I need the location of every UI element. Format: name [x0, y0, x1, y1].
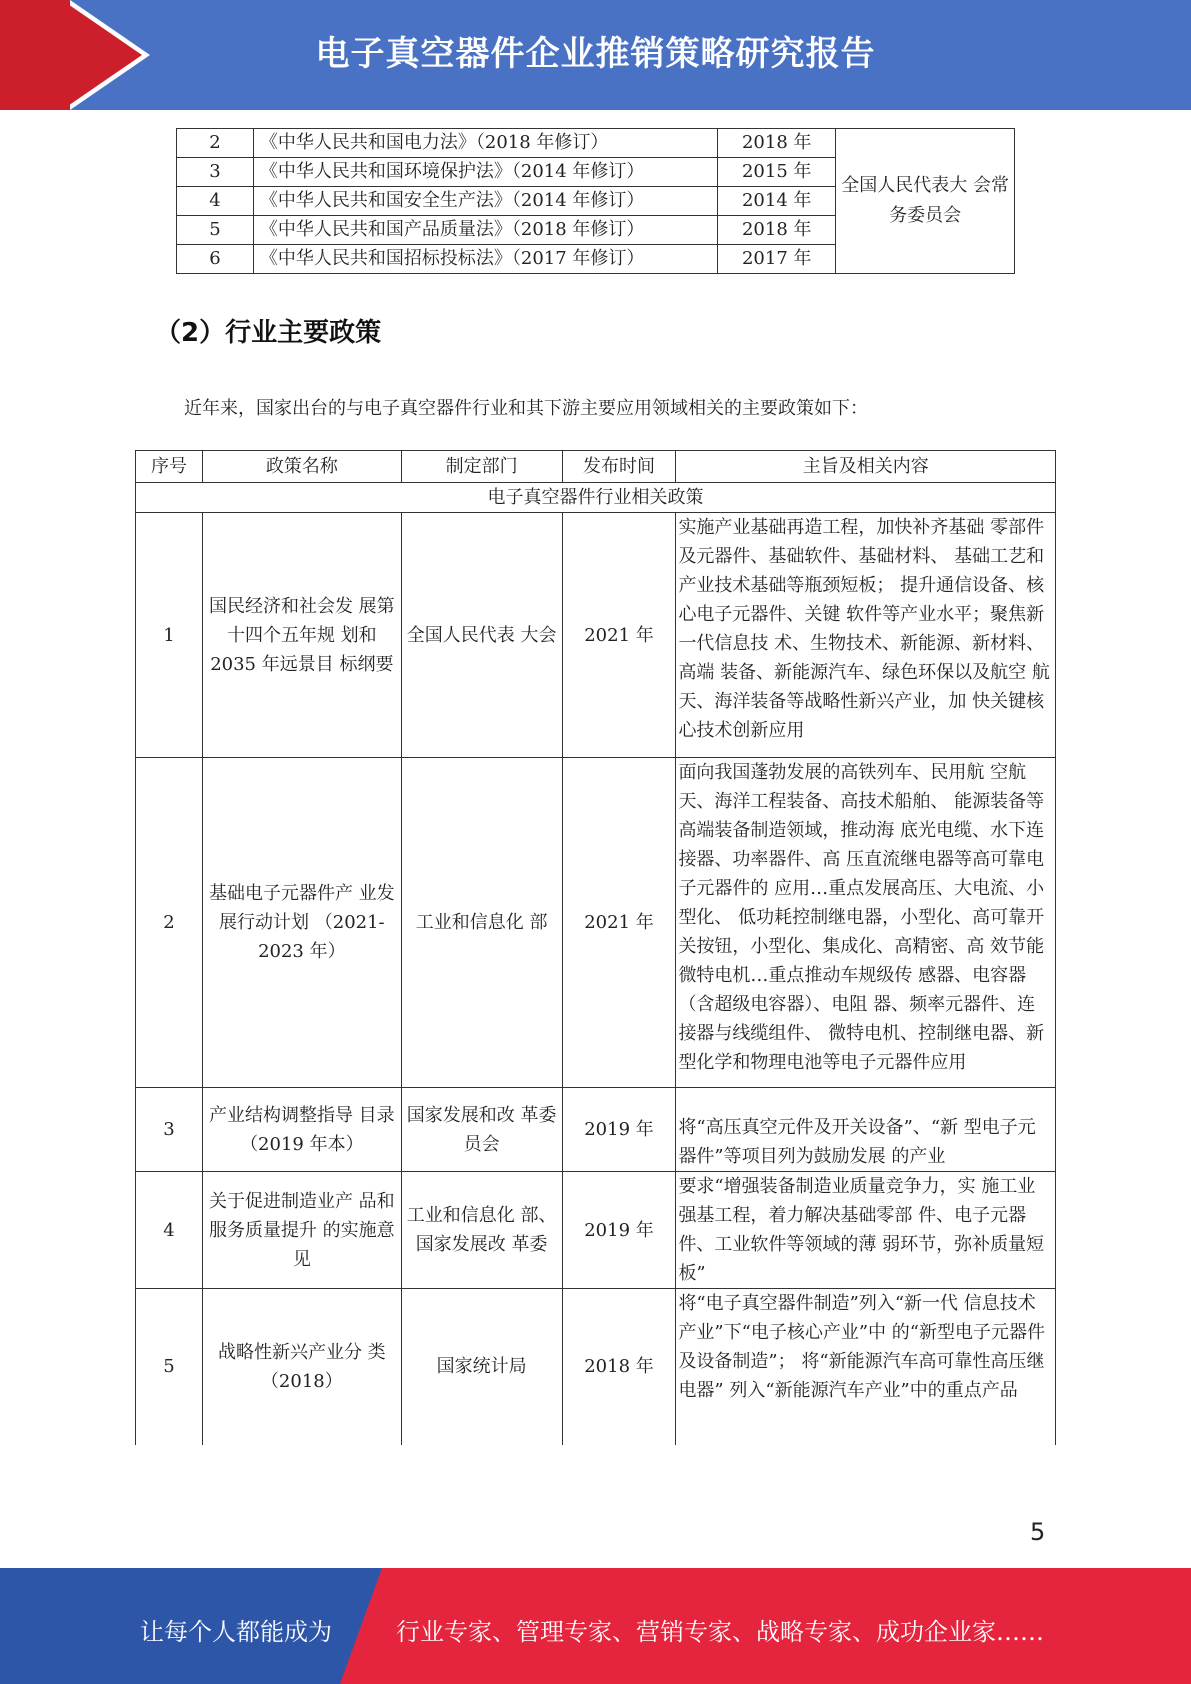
law-authority: 全国人民代表大 会常务委员会	[836, 129, 1015, 274]
policy-no: 3	[136, 1088, 203, 1172]
table-row	[177, 129, 1015, 158]
table-row	[136, 758, 1056, 1088]
policy-name: 基础电子元器件产 业发展行动计划 （2021-2023 年）	[202, 758, 401, 1088]
intro-paragraph: 近年来，国家出台的与电子真空器件行业和其下游主要应用领域相关的主要政策如下：	[184, 398, 868, 419]
policy-name: 战略性新兴产业分 类（2018）	[202, 1289, 401, 1445]
header-name: 政策名称	[202, 451, 401, 483]
policy-no: 5	[136, 1289, 203, 1445]
law-year: 2018 年	[718, 216, 836, 245]
policy-dept: 国家统计局	[401, 1289, 562, 1445]
law-name: 《中华人民共和国电力法》（2018 年修订）	[253, 129, 717, 158]
policy-name: 关于促进制造业产 品和服务质量提升 的实施意见	[202, 1172, 401, 1289]
policy-year: 2019 年	[562, 1172, 676, 1289]
policy-dept: 工业和信息化 部	[401, 758, 562, 1088]
policy-content: 将“高压真空元件及开关设备”、“新 型电子元器件”等项目列为鼓励发展 的产业	[676, 1088, 1056, 1172]
law-no: 6	[177, 245, 254, 274]
law-name: 《中华人民共和国安全生产法》（2014 年修订）	[253, 187, 717, 216]
category-label: 电子真空器件行业相关政策	[136, 483, 1056, 513]
law-name: 《中华人民共和国招标投标法》（2017 年修订）	[253, 245, 717, 274]
policy-no: 4	[136, 1172, 203, 1289]
policy-year: 2021 年	[562, 758, 676, 1088]
footer-slogan-left: 让每个人都能成为	[140, 1618, 332, 1646]
law-no: 4	[177, 187, 254, 216]
law-year: 2015 年	[718, 158, 836, 187]
law-name: 《中华人民共和国环境保护法》（2014 年修订）	[253, 158, 717, 187]
policy-content: 将“电子真空器件制造”列入“新一代 信息技术产业”下“电子核心产业”中 的“新型电子元器件及设备制造”； 将“新能源汽车高可靠性高压继电器” 列入“新能源汽车产业”中的重点产品	[676, 1289, 1056, 1445]
law-no: 3	[177, 158, 254, 187]
table-row	[136, 513, 1056, 758]
policy-content: 要求“增强装备制造业质量竞争力，实 施工业强基工程，着力解决基础零部 件、电子元器件、工业软件等领域的薄 弱环节，弥补质量短板”	[676, 1172, 1056, 1289]
law-no: 2	[177, 129, 254, 158]
laws-table	[176, 128, 1015, 274]
policy-table	[135, 450, 1056, 1445]
policy-name: 国民经济和社会发 展第十四个五年规 划和2035 年远景目 标纲要	[202, 513, 401, 758]
header-date: 发布时间	[562, 451, 676, 483]
policy-year: 2019 年	[562, 1088, 676, 1172]
page-number: 5	[1030, 1518, 1046, 1546]
policy-year: 2021 年	[562, 513, 676, 758]
law-year: 2017 年	[718, 245, 836, 274]
footer-slogan-right: 行业专家、管理专家、营销专家、战略专家、成功企业家……	[396, 1618, 1044, 1646]
law-name: 《中华人民共和国产品质量法》（2018 年修订）	[253, 216, 717, 245]
policy-no: 2	[136, 758, 203, 1088]
law-year: 2018 年	[718, 129, 836, 158]
law-year: 2014 年	[718, 187, 836, 216]
header-content: 主旨及相关内容	[676, 451, 1056, 483]
policy-year: 2018 年	[562, 1289, 676, 1445]
policy-content: 实施产业基础再造工程，加快补齐基础 零部件及元器件、基础软件、基础材料、 基础工艺和产业技术基础等瓶颈短板； 提升通信设备、核心电子元器件、关键 软件等产业水平；聚焦新一代信息技 术、生物技术、新能源、新材料、高端 装备、新能源汽车、绿色环保以及航空 航天、海洋装备等战略性新兴产业，加 快关键核心技术创新应用	[676, 513, 1056, 758]
policy-no: 1	[136, 513, 203, 758]
law-no: 5	[177, 216, 254, 245]
report-title: 电子真空器件企业推销策略研究报告	[315, 34, 876, 74]
section-heading: （2）行业主要政策	[155, 318, 382, 348]
table-row	[136, 1088, 1056, 1172]
header-no: 序号	[136, 451, 203, 483]
policy-dept: 国家发展和改 革委员会	[401, 1088, 562, 1172]
table-header-row	[136, 451, 1056, 483]
policy-dept: 全国人民代表 大会	[401, 513, 562, 758]
policy-content: 面向我国蓬勃发展的高铁列车、民用航 空航天、海洋工程装备、高技术船舶、 能源装备等高端装备制造领域，推动海 底光电缆、水下连接器、功率器件、高 压直流继电器等高可靠电子元器件的 应用…重点发展高压、大电流、小型化、 低功耗控制继电器，小型化、高可靠开 关按钮，小型化、集成化、高精密、高 效节能微特电机…重点推动车规级传 感器、电容器（含超级电容器）、电阻 器、频率元器件、连接器与线缆组件、 微特电机、控制继电器、新型化学和物理电池等电子元器件应用	[676, 758, 1056, 1088]
category-row	[136, 483, 1056, 513]
table-row	[136, 1289, 1056, 1445]
header-dept: 制定部门	[401, 451, 562, 483]
policy-name: 产业结构调整指导 目录 （2019 年本）	[202, 1088, 401, 1172]
table-row	[136, 1172, 1056, 1289]
policy-dept: 工业和信息化 部、国家发展改 革委	[401, 1172, 562, 1289]
